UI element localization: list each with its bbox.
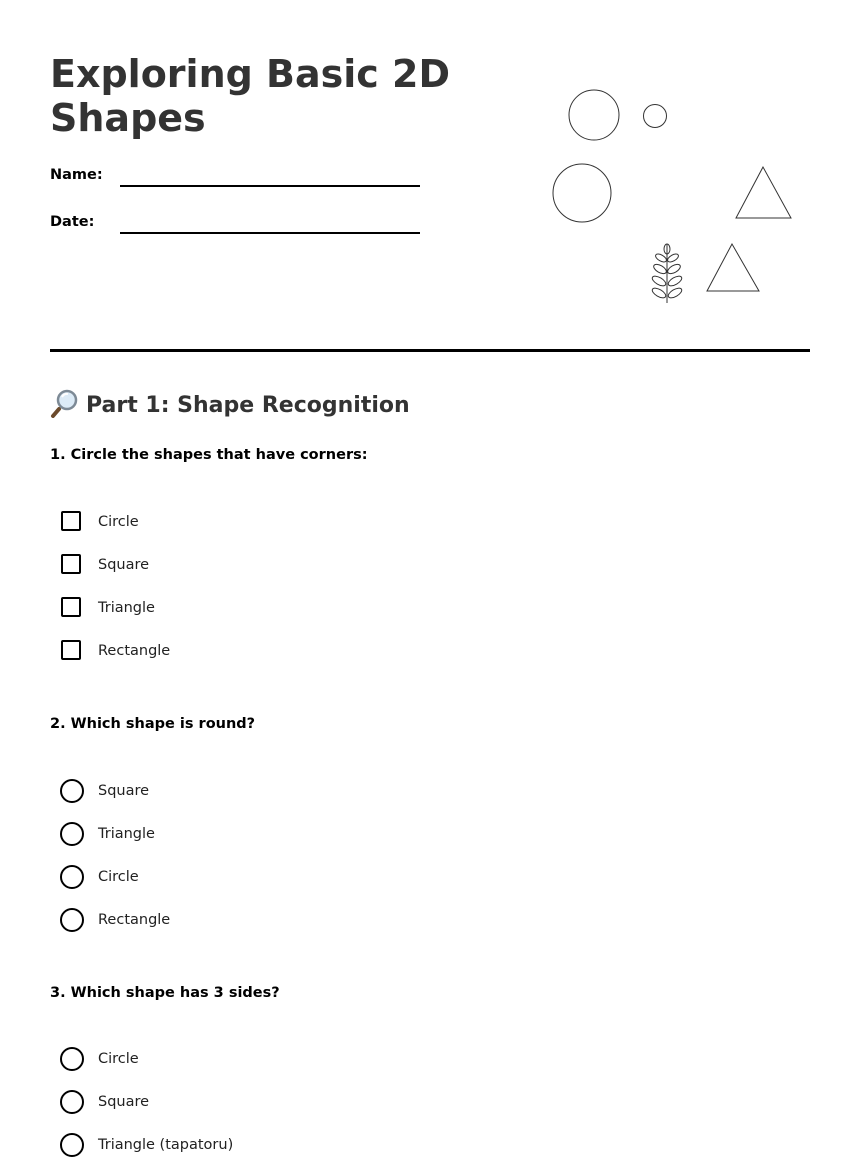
q2-option-triangle[interactable]	[60, 822, 360, 848]
shapes-illustration	[530, 55, 810, 315]
q3-option-triangle[interactable]	[60, 1133, 360, 1159]
option-label: Square	[98, 783, 150, 799]
option-label: Triangle (tapatoru)	[98, 1137, 234, 1153]
q3-option-circle[interactable]	[60, 1047, 360, 1073]
checkbox[interactable]	[61, 511, 81, 531]
small-circle-icon	[644, 105, 667, 128]
part1-heading-text: Part 1: Shape Recognition	[86, 393, 410, 418]
radio-button[interactable]	[60, 1090, 84, 1114]
option-label: Square	[98, 1094, 150, 1110]
checkbox[interactable]	[61, 554, 81, 574]
radio-button[interactable]	[60, 1133, 84, 1157]
option-label: Circle	[98, 514, 139, 530]
question-2: 2. Which shape is round?	[50, 716, 256, 732]
option-label: Square	[98, 557, 150, 573]
date-label: Date:	[50, 214, 95, 230]
part1-heading	[50, 388, 410, 422]
radio-button[interactable]	[60, 908, 84, 932]
magnifying-glass-icon	[50, 388, 80, 418]
radio-button[interactable]	[60, 865, 84, 889]
q3-option-square[interactable]	[60, 1090, 360, 1116]
page-title: Exploring Basic 2D Shapes	[50, 52, 451, 140]
option-label: Rectangle	[98, 643, 171, 659]
date-field	[50, 212, 420, 238]
name-label: Name:	[50, 167, 103, 183]
triangle-icon	[707, 244, 759, 291]
checkbox[interactable]	[61, 597, 81, 617]
question-3: 3. Which shape has 3 sides?	[50, 985, 280, 1001]
name-input-line[interactable]	[120, 185, 420, 187]
circle-icon	[553, 164, 611, 222]
option-label: Circle	[98, 869, 139, 885]
option-label: Triangle	[98, 600, 155, 616]
q2-option-rectangle[interactable]	[60, 908, 360, 934]
option-label: Rectangle	[98, 912, 171, 928]
leaf-icon	[651, 244, 683, 303]
q2-option-square[interactable]	[60, 779, 360, 805]
radio-button[interactable]	[60, 1047, 84, 1071]
question-1: 1. Circle the shapes that have corners:	[50, 447, 368, 463]
name-field	[50, 165, 420, 191]
option-label: Circle	[98, 1051, 139, 1067]
triangle-icon	[736, 167, 791, 218]
q1-option-circle[interactable]	[60, 510, 360, 536]
date-input-line[interactable]	[120, 232, 420, 234]
section-divider	[50, 349, 810, 352]
radio-button[interactable]	[60, 822, 84, 846]
q1-option-rectangle[interactable]	[60, 639, 360, 665]
circle-icon	[569, 90, 619, 140]
radio-button[interactable]	[60, 779, 84, 803]
checkbox[interactable]	[61, 640, 81, 660]
q1-option-triangle[interactable]	[60, 596, 360, 622]
option-label: Triangle	[98, 826, 155, 842]
q1-option-square[interactable]	[60, 553, 360, 579]
q2-option-circle[interactable]	[60, 865, 360, 891]
